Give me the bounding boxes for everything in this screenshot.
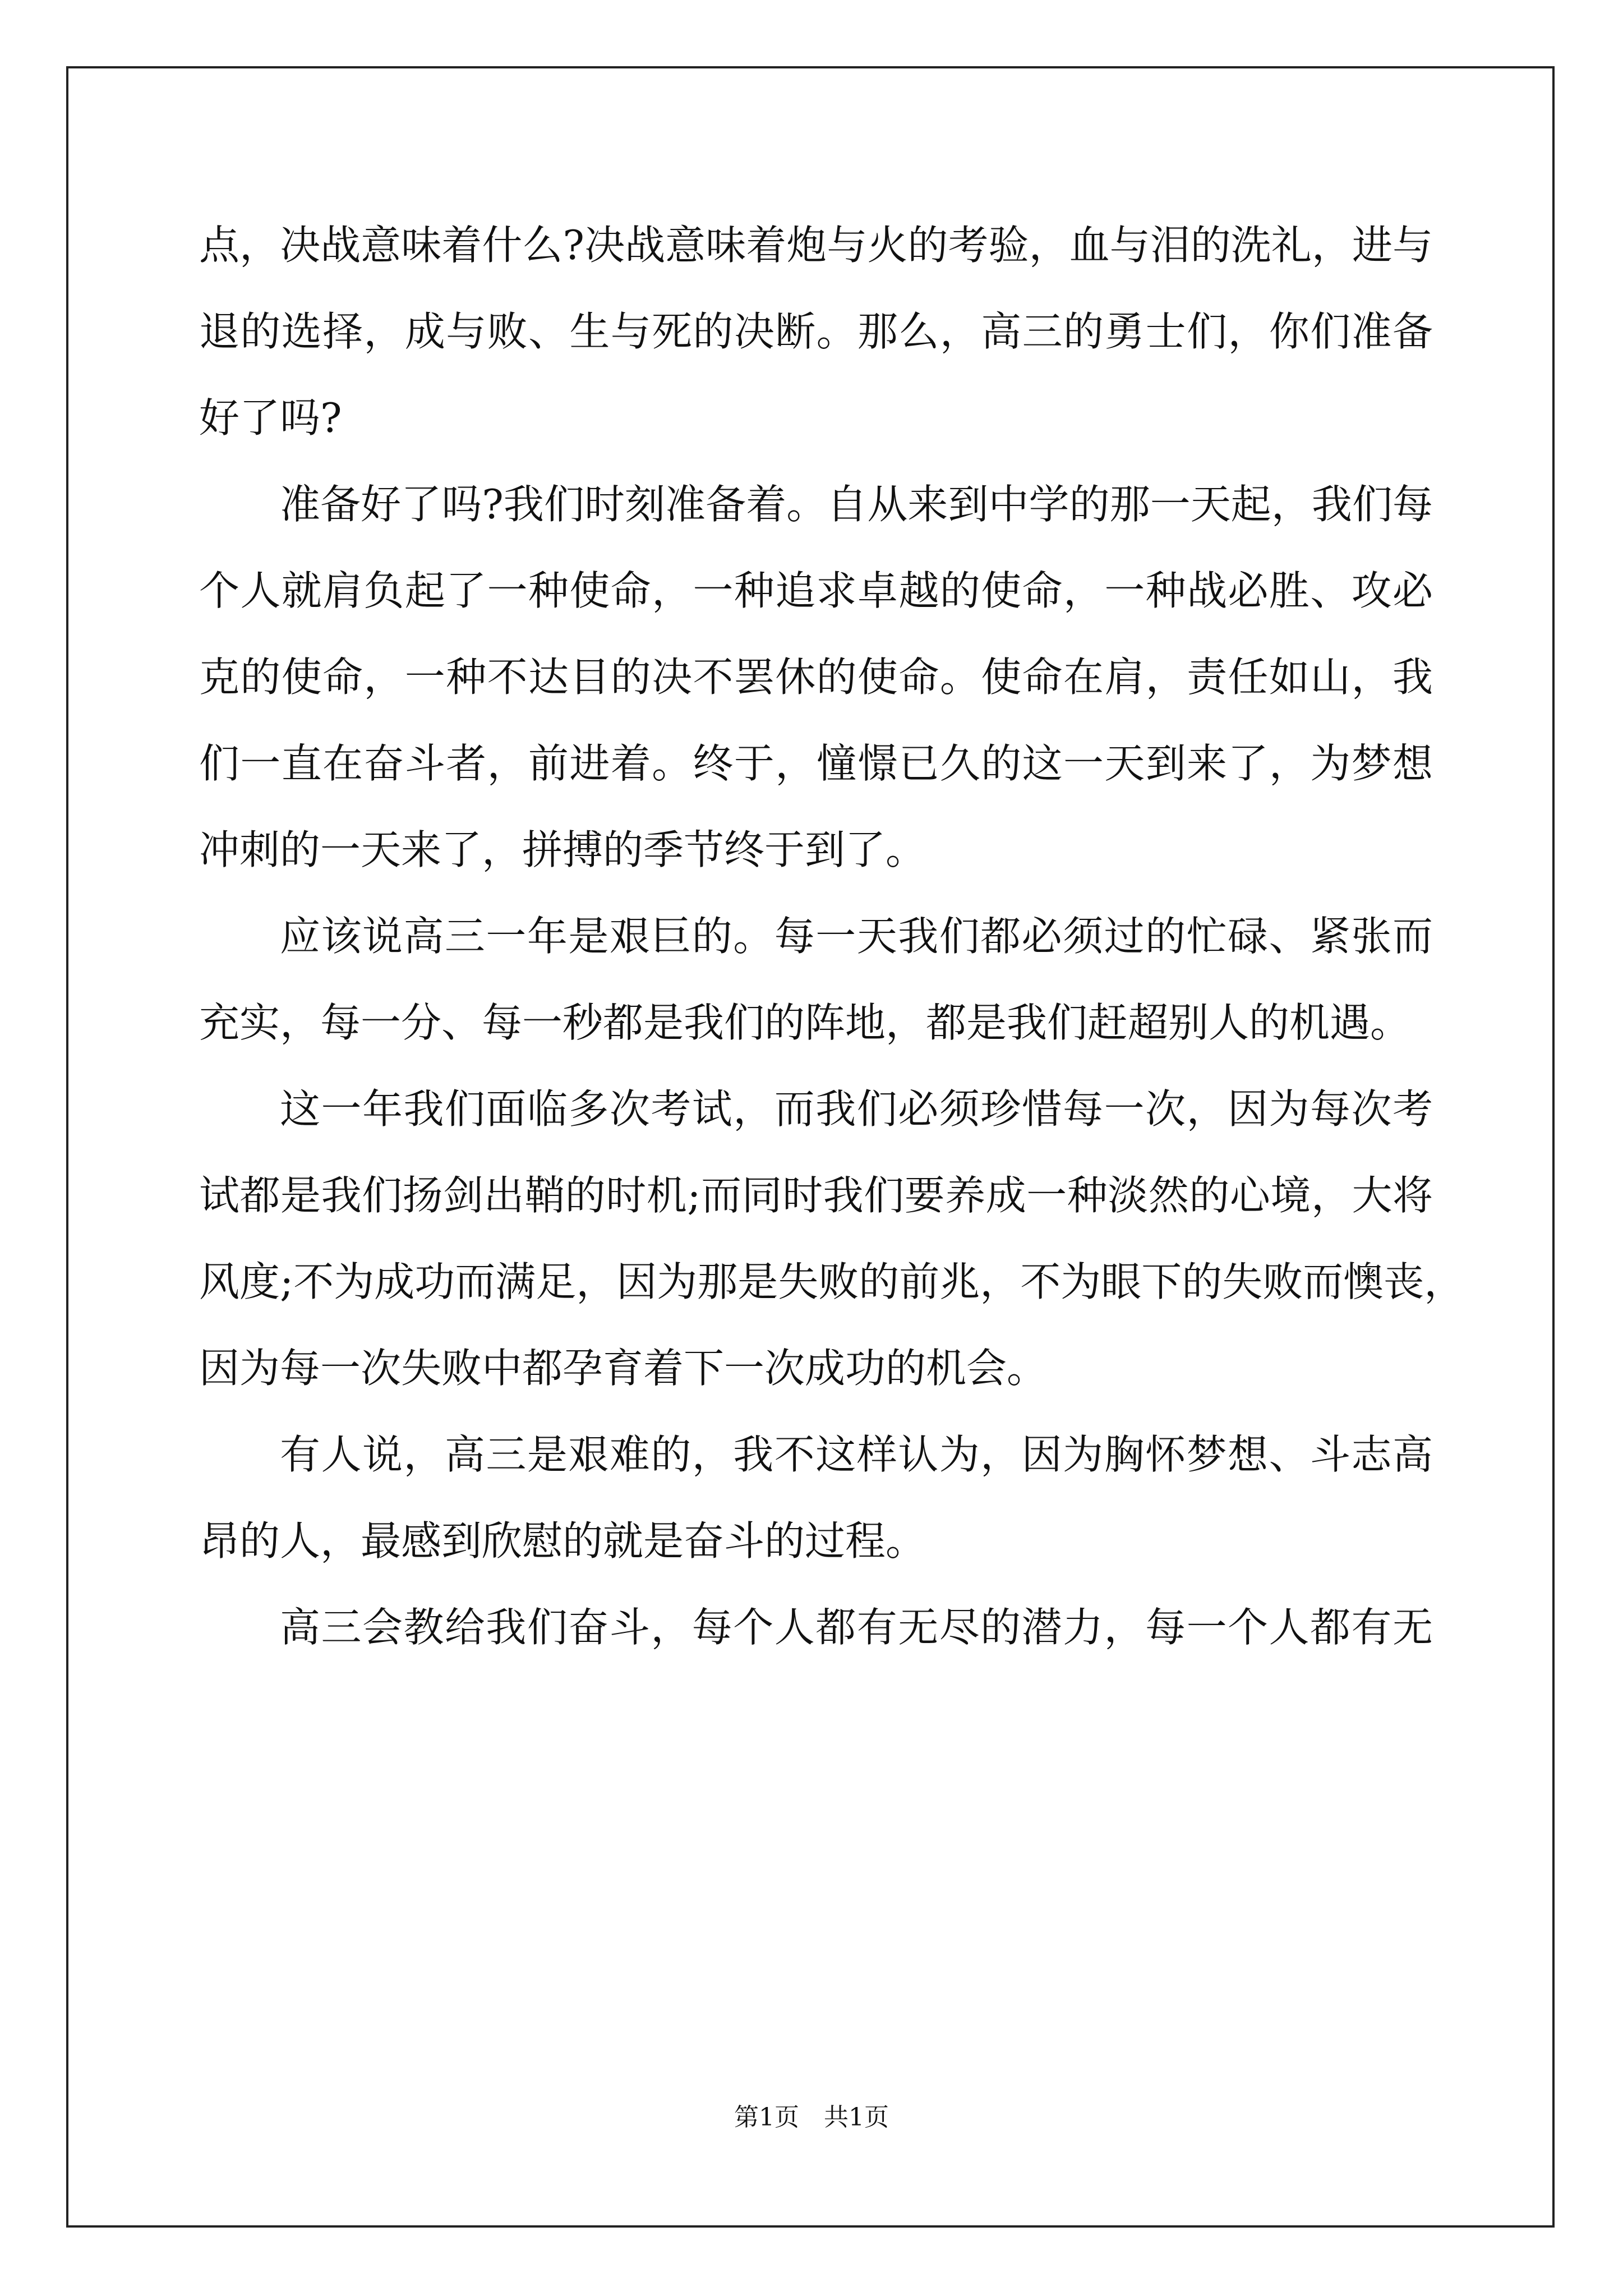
document-body [199,202,1465,1671]
text-line: 点，决战意味着什么?决战意味着炮与火的考验，血与泪的洗礼，进与 [199,222,1433,269]
text-line: 个人就肩负起了一种使命，一种追求卓越的使命，一种战必胜、攻必 [199,567,1433,614]
text-line: 充实，每一分、每一秒都是我们的阵地，都是我们赶超别人的机遇。 [199,999,1411,1046]
page-footer [0,2101,1623,2134]
text-line: 有人说，高三是艰难的，我不这样认为，因为胸怀梦想、斗志高 [280,1431,1433,1478]
text-line: 这一年我们面临多次考试，而我们必须珍惜每一次，因为每次考 [280,1085,1433,1133]
text-line: 高三会教给我们奋斗，每个人都有无尽的潜力，每一个人都有无 [280,1604,1433,1651]
page-number-indicator: 第1页 共1页 [734,2103,889,2132]
text-line: 退的选择，成与败、生与死的决断。那么，高三的勇士们，你们准备 [199,308,1433,355]
text-line: 应该说高三一年是艰巨的。每一天我们都必须过的忙碌、紧张而 [280,913,1433,960]
text-line: 风度;不为成功而满足，因为那是失败的前兆，不为眼下的失败而懊丧， [199,1258,1465,1305]
text-line: 们一直在奋斗者，前进着。终于，憧憬已久的这一天到来了，为梦想 [199,740,1433,787]
text-line: 试都是我们扬剑出鞘的时机;而同时我们要养成一种淡然的心境，大将 [199,1172,1433,1219]
text-line: 昂的人，最感到欣慰的就是奋斗的过程。 [199,1517,926,1565]
text-line: 准备好了吗?我们时刻准备着。自从来到中学的那一天起，我们每 [280,481,1433,528]
text-line: 好了吗? [199,394,342,441]
text-line: 冲刺的一天来了，拼搏的季节终于到了。 [199,826,926,873]
text-line: 克的使命，一种不达目的决不罢休的使命。使命在肩，责任如山，我 [199,654,1433,701]
text-line: 因为每一次失败中都孕育着下一次成功的机会。 [199,1345,1048,1392]
